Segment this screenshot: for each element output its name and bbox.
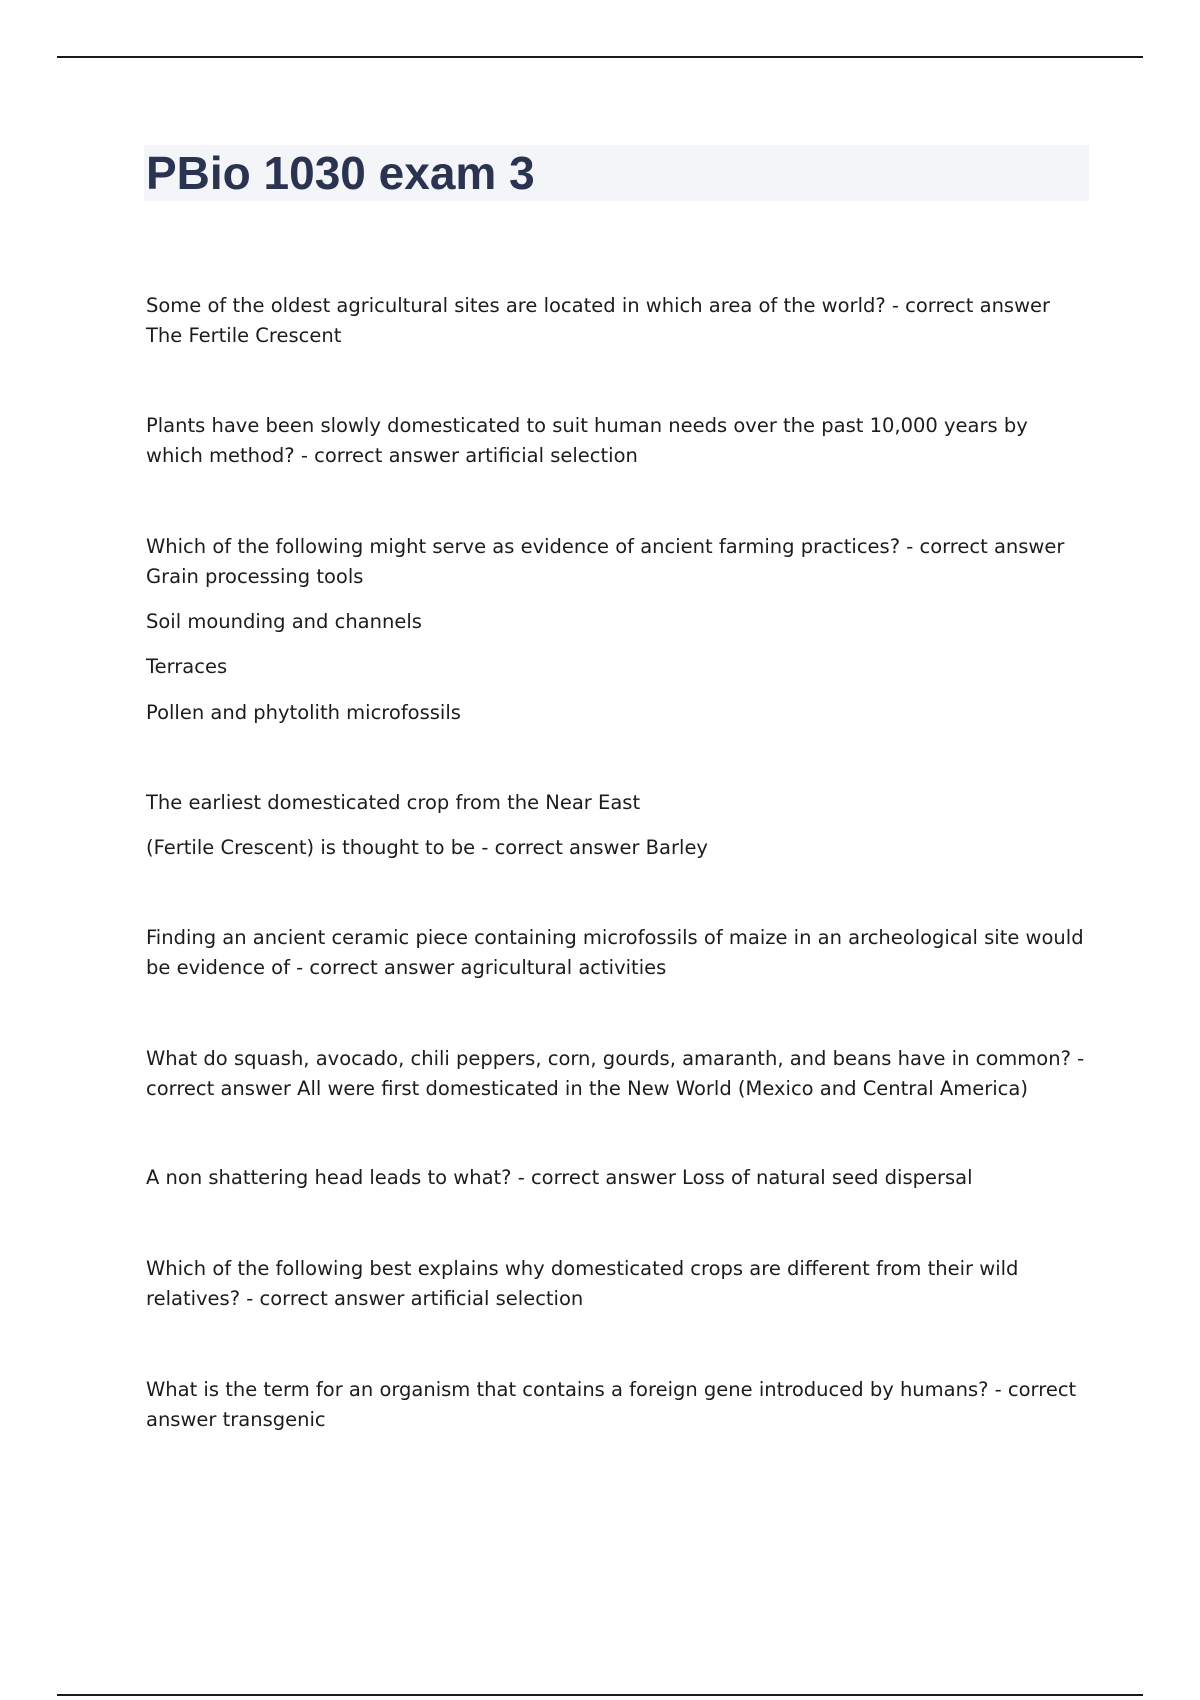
qa-item-8 — [146, 1254, 1086, 1314]
page-title: PBio 1030 exam 3 — [146, 147, 535, 199]
qa-question: What do squash, avocado, chili peppers, corn, gourds, amaranth, and beans have in common? - correct answer All were first domesticated in the New World (Mexico and Central America) — [146, 1047, 1085, 1100]
qa-question: Which of the following best explains why domesticated crops are different from their wild relatives? - correct answer artificial selection — [146, 1257, 1019, 1310]
qa-item-7 — [146, 1163, 1086, 1193]
qa-question: A non shattering head leads to what? - correct answer Loss of natural seed dispersal — [146, 1166, 973, 1189]
qa-question: The earliest domesticated crop from the Near East — [146, 791, 641, 814]
qa-item-3 — [146, 532, 1086, 724]
qa-extra-line: (Fertile Crescent) is thought to be - correct answer Barley — [146, 836, 708, 859]
qa-extra-line: Terraces — [146, 655, 228, 678]
qa-item-9 — [146, 1375, 1086, 1435]
qa-item-6 — [146, 1044, 1086, 1104]
qa-question: Some of the oldest agricultural sites are located in which area of the world? - correct answer The Fertile Crescent — [146, 294, 1051, 347]
qa-item-5 — [146, 923, 1086, 983]
qa-question: Plants have been slowly domesticated to suit human needs over the past 10,000 years by which method? - correct answer artificial selection — [146, 414, 1028, 467]
qa-question: Finding an ancient ceramic piece containing microfossils of maize in an archeological site would be evidence of - correct answer agricultural activities — [146, 926, 1084, 979]
qa-item-4 — [146, 788, 1086, 859]
qa-question: What is the term for an organism that contains a foreign gene introduced by humans? - correct answer transgenic — [146, 1378, 1077, 1431]
qa-extra-line: Soil mounding and channels — [146, 610, 422, 633]
qa-extra-line: Pollen and phytolith microfossils — [146, 701, 461, 724]
top-rule — [57, 56, 1143, 58]
bottom-rule — [57, 1694, 1143, 1696]
qa-item-1 — [146, 291, 1086, 351]
qa-question: Which of the following might serve as evidence of ancient farming practices? - correct answer Grain processing tools — [146, 535, 1065, 588]
qa-item-2 — [146, 411, 1086, 471]
